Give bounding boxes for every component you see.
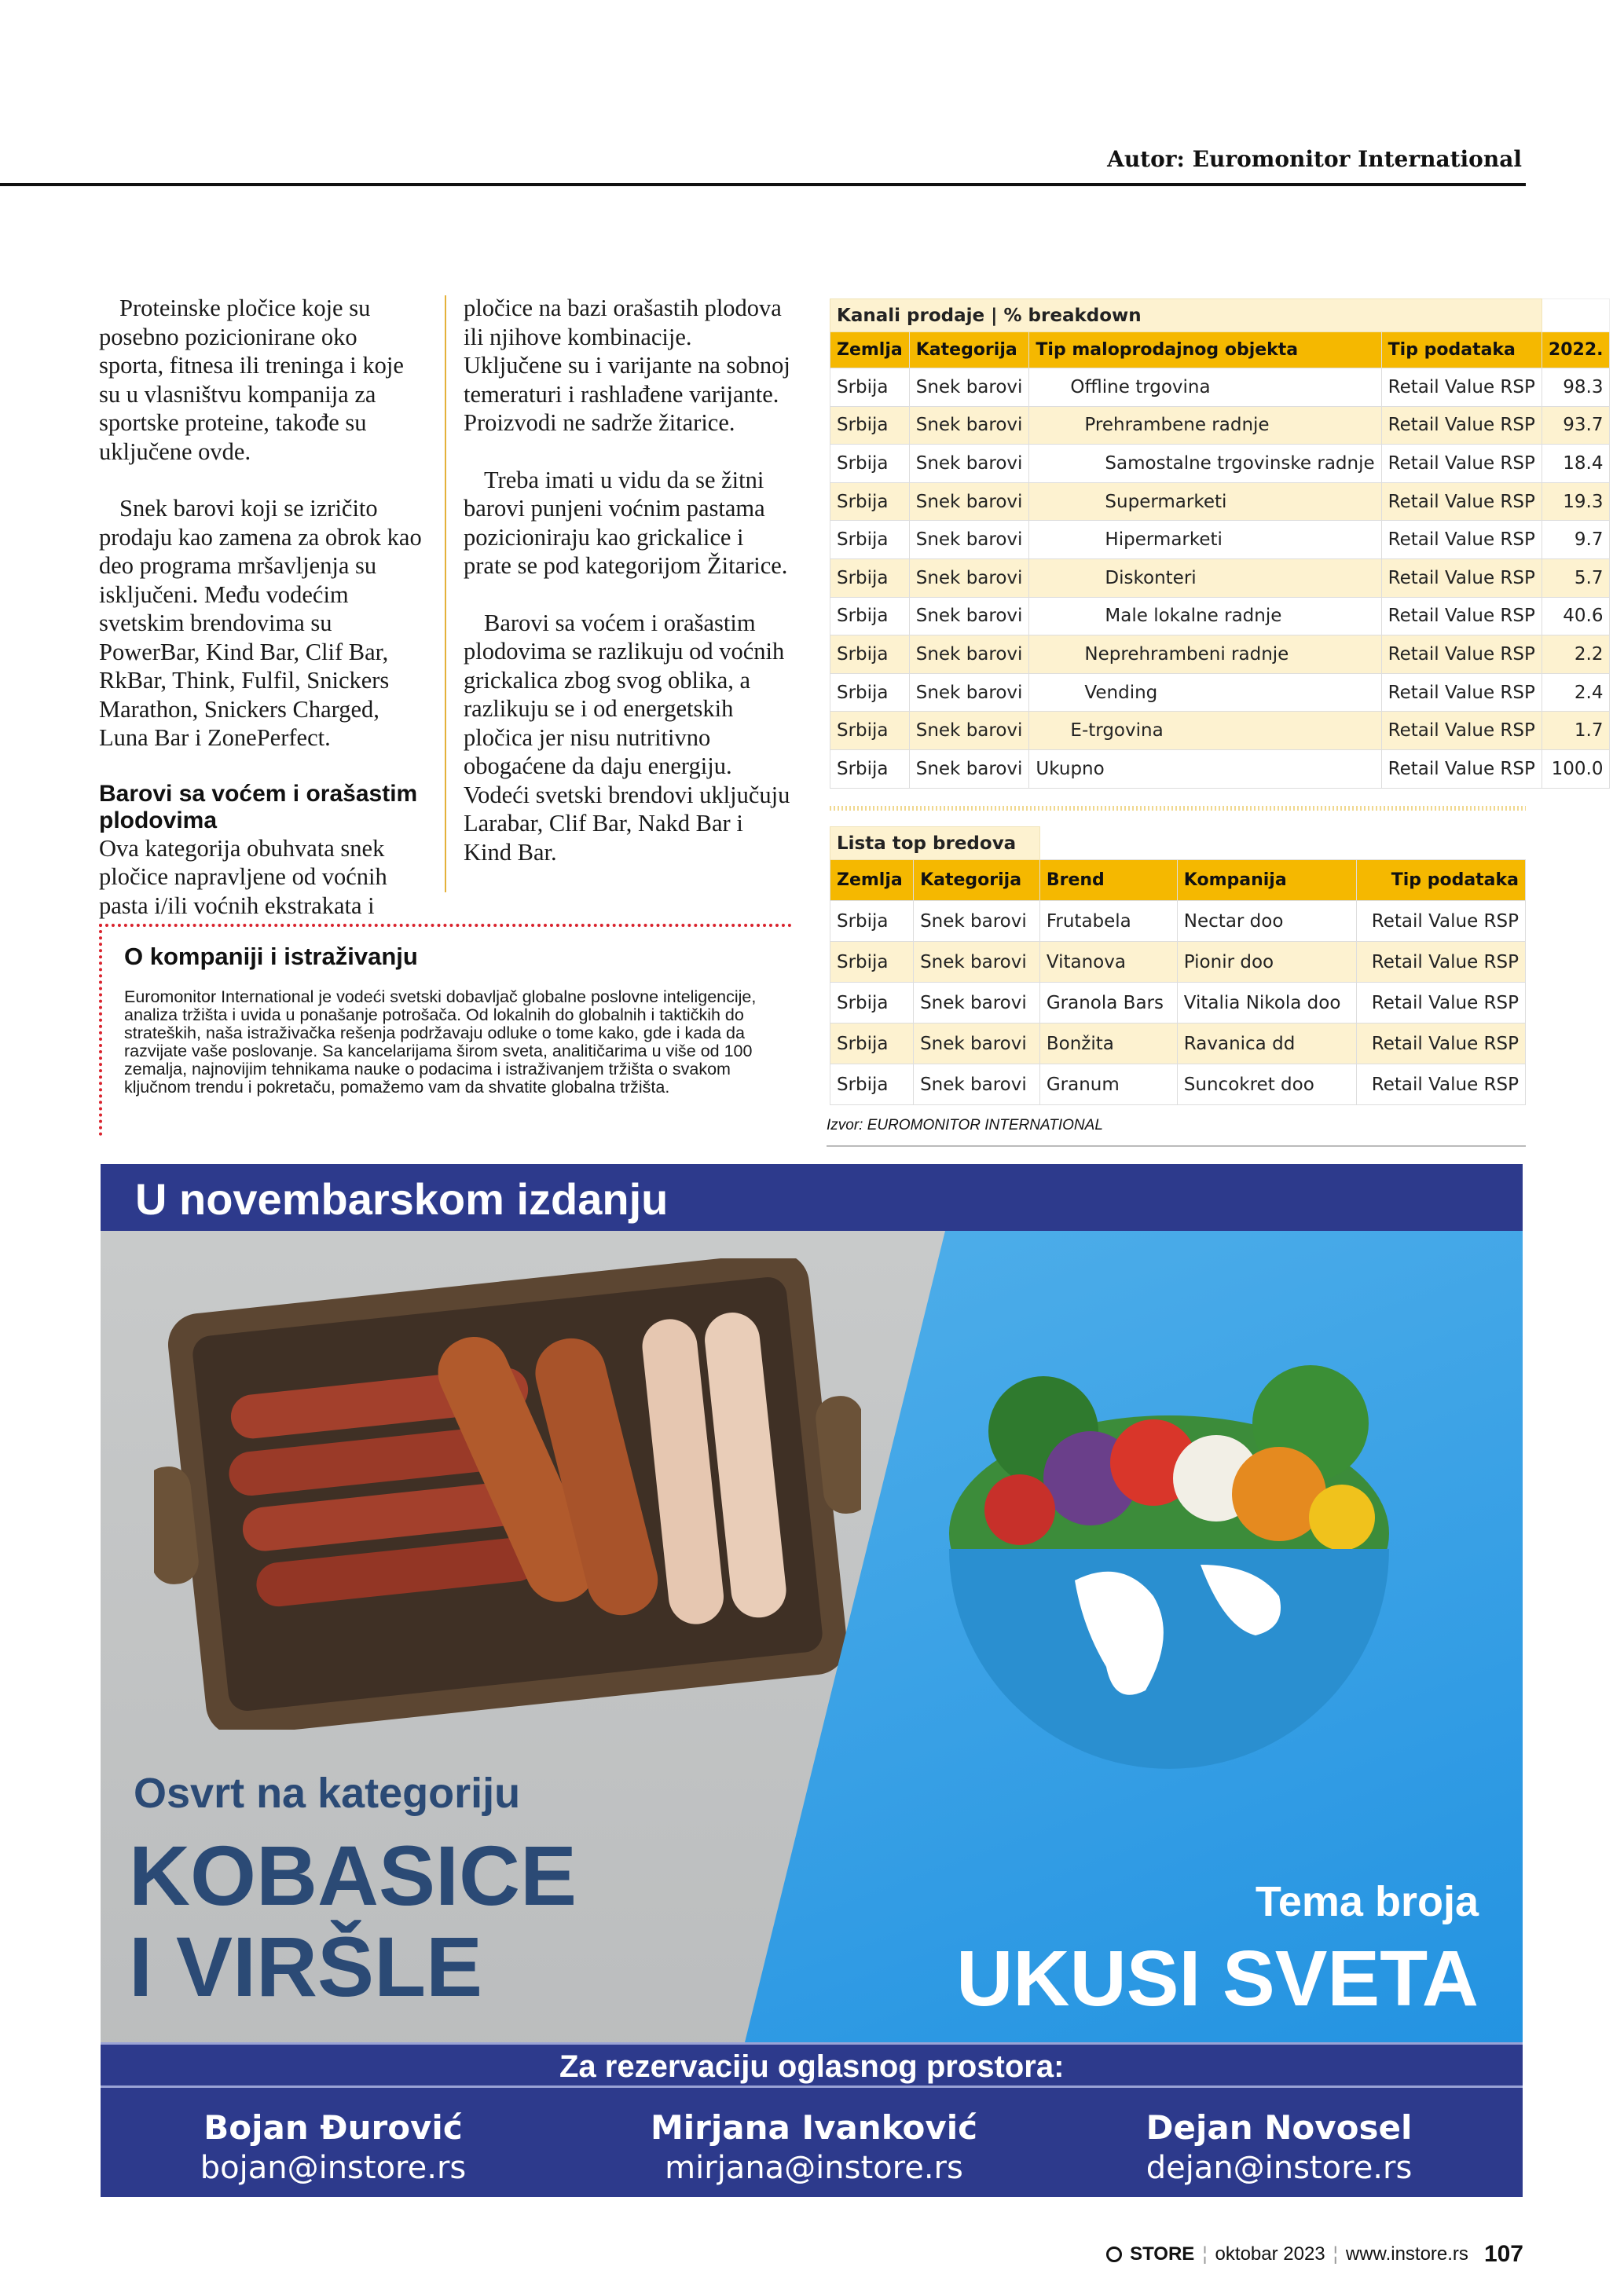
paragraph: Proteinske pločice koje su posebno pozicionirane oko sporta, fitnesa ili treninga i koje su u vlasništvu kompanija za sportske proteine, takođe su uključene ovde. (99, 295, 404, 465)
table-row: Srbija Snek barovi Neprehrambeni radnje Retail Value RSP 2.2 (830, 635, 1610, 674)
table-separator (830, 806, 1526, 811)
column-header: Kategorija (914, 860, 1040, 901)
left-headline (129, 1830, 577, 2012)
promo-banner-title: U novembarskom izdanju (135, 1174, 669, 1224)
column-header: Tip podataka (1356, 860, 1525, 901)
contacts-panel (101, 2088, 1523, 2197)
paragraph: Ova kategorija obuhvata snek pločice napravljene od voćnih pasta i/ili voćnih ekstrakata i (99, 834, 387, 919)
vegetable-globe-image (918, 1298, 1421, 1800)
table-row: Srbija Snek barovi Ukupno Retail Value RSP 100.0 (830, 749, 1610, 788)
paragraph: pločice na bazi orašastih plodova ili njihove kombinacije. Uključene su i varijante na sobnoj temeraturi i rashlađene varijante. Proizvodi ne sadrže žitarice. (464, 295, 790, 436)
left-headline-line-2: I VIRŠLE (129, 1919, 483, 2014)
promo-banner (101, 1164, 1523, 1231)
company-info-title: O kompaniji i istraživanju (124, 943, 418, 970)
company-info-text: Euromonitor International je vodeći svetski dobavljač globalne poslovne inteligencije, analiza tržišta i uvida u ponašanje potrošača. Od lokalnih do globalnih i taktičkih do strateških, naša istraživačka rešenja podržavaju odluke o tome kako, gde i kada da razvijate vaše poslovanje. Sa kancelarijama širom sveta, analitičarima u više od 100 zemalja, najnovijim tehnikama nauke o podacima i istraživanjem tržišta o svakom ključnom trendu i pokretaču, pomažemo vam da shvatite globalna tržišta. (124, 987, 757, 1097)
table-row: Srbija Snek barovi Vitanova Pionir doo Retail Value RSP (830, 942, 1526, 983)
header-rule (0, 183, 1526, 186)
page-number: 107 (1483, 2241, 1523, 2267)
contact-email[interactable]: dejan@instore.rs (1146, 2150, 1413, 2186)
company-info-box (99, 924, 792, 1136)
paragraph: Treba imati u vidu da se žitni barovi punjeni voćnim pastama pozicioniraju kao grickalice i prate se pod kategorijom Žitarice. (464, 466, 788, 579)
footer-separator: ¦ (1333, 2243, 1338, 2265)
table-row: Srbija Snek barovi Male lokalne radnje Retail Value RSP 40.6 (830, 597, 1610, 635)
column-header: Tip podataka (1381, 332, 1542, 368)
column-header: Tip maloprodajnog objekta (1029, 332, 1381, 368)
reservation-bar (101, 2042, 1523, 2088)
section-heading: Barovi sa voćem i orašastim plodovima (99, 780, 418, 833)
paragraph: Barovi sa voćem i orašastim plodovima se razlikuju od voćnih grickalica zbog svog oblika, a razlikuju se i od energetskih pločica jer nisu nutritivno obogaćene da daju energiju. Vodeći svetski brendovi uključuju Larabar, Clif Bar, Nakd Bar i Kind Bar. (464, 609, 790, 866)
contact-email[interactable]: bojan@instore.rs (200, 2150, 467, 2186)
footer-separator: ¦ (1202, 2243, 1208, 2265)
table-row: Srbija Snek barovi Diskonteri Retail Value RSP 5.7 (830, 558, 1610, 597)
table-row: Srbija Snek barovi Offline trgovina Retail Value RSP 98.3 (830, 368, 1610, 407)
table-row: Srbija Snek barovi Supermarketi Retail Value RSP 19.3 (830, 482, 1610, 521)
contact-name: Dejan Novosel (1146, 2108, 1413, 2147)
table-row: Srbija Snek barovi Samostalne trgovinske radnje Retail Value RSP 18.4 (830, 445, 1610, 483)
table-row: Srbija Snek barovi E-trgovina Retail Value RSP 1.7 (830, 712, 1610, 750)
sales-channels-table (830, 298, 1610, 789)
right-kicker: Tema broja (1255, 1878, 1479, 1925)
contact-card (113, 2108, 553, 2188)
table-row: Srbija Snek barovi Frutabela Nectar doo Retail Value RSP (830, 901, 1526, 942)
table-row: Srbija Snek barovi Vending Retail Value RSP 2.4 (830, 673, 1610, 712)
column-header: Zemlja (830, 332, 910, 368)
article-column-2 (464, 294, 792, 895)
article-column-1 (99, 294, 424, 920)
footer-logo-text: STORE (1130, 2243, 1195, 2265)
contact-name: Mirjana Ivanković (650, 2108, 978, 2147)
table-row: Srbija Snek barovi Granola Bars Vitalia Nikola doo Retail Value RSP (830, 983, 1526, 1023)
table-row: Srbija Snek barovi Granum Suncokret doo Retail Value RSP (830, 1064, 1526, 1105)
left-kicker: Osvrt na kategoriju (134, 1770, 521, 1817)
store-logo-icon (1106, 2247, 1122, 2262)
column-header: Brend (1039, 860, 1177, 901)
reservation-label: Za rezervaciju oglasnog prostora: (559, 2049, 1065, 2084)
contact-email[interactable]: mirjana@instore.rs (665, 2150, 963, 2186)
author-credit: Autor: Euromonitor International (1107, 146, 1522, 172)
table-title: Lista top bredova (830, 827, 1040, 860)
contact-card (594, 2108, 1034, 2188)
footer-issue: oktobar 2023 (1215, 2243, 1325, 2265)
table-row: Srbija Snek barovi Hipermarketi Retail Value RSP 9.7 (830, 521, 1610, 559)
table-row: Srbija Snek barovi Prehrambene radnje Retail Value RSP 93.7 (830, 406, 1610, 445)
column-header: Kategorija (909, 332, 1029, 368)
column-header: 2022. (1542, 332, 1610, 368)
column-divider (445, 295, 446, 892)
paragraph: Snek barovi koji se izričito prodaju kao zamena za obrok kao deo programa mršavljenja su isključeni. Među vodećim svetskim brendovima su PowerBar, Kind Bar, Clif Bar, RkBar, Think, Fulfil, Snickers Marathon, Snickers Charged, Luna Bar i ZonePerfect. (99, 495, 422, 751)
table-row: Srbija Snek barovi Bonžita Ravanica dd Retail Value RSP (830, 1023, 1526, 1064)
column-header: Kompanija (1177, 860, 1356, 901)
contact-card (1059, 2108, 1499, 2188)
right-headline: UKUSI SVETA (956, 1935, 1479, 2023)
footer-site[interactable]: www.instore.rs (1345, 2243, 1468, 2265)
contact-name: Bojan Đurović (203, 2108, 463, 2147)
table-title: Kanali prodaje | % breakdown (830, 299, 1542, 332)
page-footer (1106, 2241, 1523, 2268)
promo-ad (101, 1164, 1523, 2197)
column-header: Zemlja (830, 860, 914, 901)
top-brands-table (830, 826, 1526, 1105)
table-source: Izvor: EUROMONITOR INTERNATIONAL (827, 1117, 1103, 1133)
left-headline-line-1: KOBASICE (129, 1828, 577, 1923)
source-rule (827, 1145, 1526, 1147)
sausage-tray-image (154, 1258, 861, 1730)
